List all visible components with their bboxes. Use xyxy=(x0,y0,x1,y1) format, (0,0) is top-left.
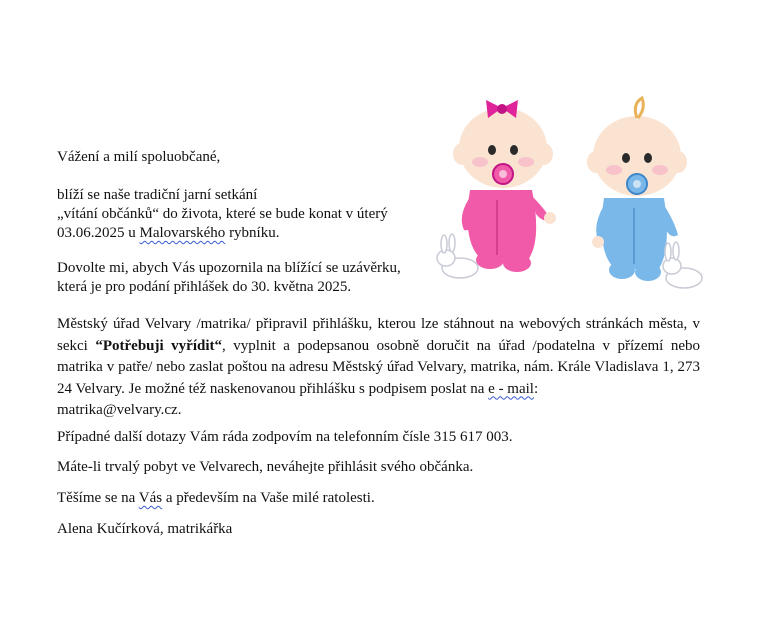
paragraph-invitation xyxy=(57,186,437,243)
invitation-line-2: „vítání občánků“ do života, které se bude konat v úterý xyxy=(57,206,388,222)
email-word: e - mail xyxy=(488,380,534,397)
email-address[interactable]: matrika@velvary.cz. xyxy=(57,402,182,418)
closing-vas: Vás xyxy=(138,490,163,506)
place-name: Malovarského xyxy=(139,225,226,241)
greeting: Vážení a milí spoluobčané, xyxy=(57,149,221,165)
paragraph-application xyxy=(57,314,700,422)
baby-boy-icon xyxy=(587,98,702,288)
deadline-line-1: Dovolte mi, abych Vás upozornila na blížící se uzávěrku, xyxy=(57,260,401,276)
invitation-line-3c: rybníku. xyxy=(225,225,280,241)
paragraph-deadline xyxy=(57,259,437,297)
invitation-line-1: blíží se naše tradiční jarní setkání xyxy=(57,187,258,203)
signature: Alena Kučírková, matrikářka xyxy=(57,521,233,537)
paragraph-contact: Případné další dotazy Vám ráda zodpovím na telefonním čísle 315 617 003. xyxy=(57,429,513,445)
application-text-c: : xyxy=(533,380,539,397)
deadline-line-2: která je pro podání přihlášek do 30. května 2025. xyxy=(57,279,352,295)
invitation-line-3a: 03.06.2025 u xyxy=(57,225,140,241)
section-name: “Potřebuji vyřídit“ xyxy=(95,337,223,354)
two-babies-illustration xyxy=(432,90,712,295)
paragraph-residence: Máte-li trvalý pobyt ve Velvarech, neváhejte přihlásit svého občánka. xyxy=(57,459,474,475)
baby-girl-icon xyxy=(437,100,556,278)
closing-c: a především na Vaše milé ratolesti. xyxy=(162,490,375,506)
paragraph-closing xyxy=(57,489,375,508)
application-text-b: , vyplnit a podepsanou osobně doručit na úřad /podatelna v přízemí nebo matrika v patře/ nebo zaslat poštou na adresu Městský úřad Velvary, matrika, nám. Krále Vladislava 1, 273 24 Velvary. Je možné též naskenovanou přihlášku s podpisem poslat na xyxy=(57,337,700,397)
closing-a: Těšíme se na xyxy=(57,490,139,506)
application-text-a: Městský úřad Velvary /matrika/ připravil přihlášku, kterou lze stáhnout na webových stránkách města, v sekci xyxy=(57,316,700,354)
